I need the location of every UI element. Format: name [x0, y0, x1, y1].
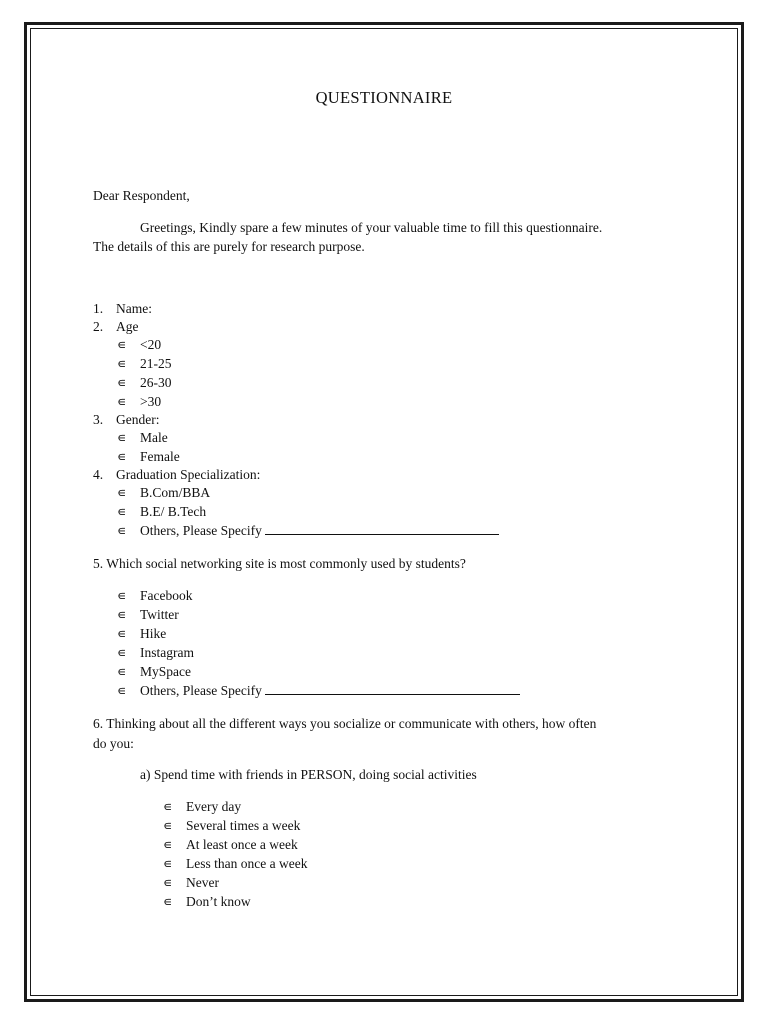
q6-option[interactable]: Several times a week	[186, 818, 301, 833]
q6-question-line-2: do you:	[93, 736, 134, 751]
q4-specify-blank[interactable]	[265, 522, 499, 535]
q6-question-line-1: 6. Thinking about all the different ways you socialize or communicate with others, how often	[93, 716, 597, 731]
q2-number: 2.	[93, 319, 104, 334]
q3-option[interactable]: Male	[140, 430, 168, 445]
option-bullet-icon: ∊	[117, 375, 127, 390]
q3-option[interactable]: Female	[140, 449, 180, 464]
option-bullet-icon: ∊	[117, 356, 127, 371]
q4-option[interactable]: B.Com/BBA	[140, 485, 211, 500]
option-bullet-icon: ∊	[117, 337, 127, 352]
q5-option[interactable]: Instagram	[140, 645, 194, 660]
page-border-inner	[30, 28, 738, 996]
q5-question: 5. Which social networking site is most commonly used by students?	[93, 556, 466, 571]
q4-number: 4.	[93, 467, 104, 482]
q6-option[interactable]: Don’t know	[186, 894, 251, 909]
option-bullet-icon: ∊	[163, 837, 173, 852]
option-bullet-icon: ∊	[117, 504, 127, 519]
option-bullet-icon: ∊	[117, 523, 127, 538]
q4-others-label[interactable]: Others, Please Specify	[140, 523, 262, 538]
option-bullet-icon: ∊	[117, 449, 127, 464]
intro-line-1: Greetings, Kindly spare a few minutes of your valuable time to fill this questionnaire.	[140, 220, 603, 235]
option-bullet-icon: ∊	[117, 430, 127, 445]
option-bullet-icon: ∊	[117, 683, 127, 698]
q5-option[interactable]: Hike	[140, 626, 167, 641]
q5-others-label[interactable]: Others, Please Specify	[140, 683, 262, 698]
option-bullet-icon: ∊	[117, 394, 127, 409]
q2-label: Age	[116, 319, 139, 334]
q6-option[interactable]: At least once a week	[186, 837, 298, 852]
q6-sub-question-a: a) Spend time with friends in PERSON, doing social activities	[140, 767, 477, 782]
option-bullet-icon: ∊	[163, 875, 173, 890]
q6-option[interactable]: Less than once a week	[186, 856, 308, 871]
q4-option-others	[140, 521, 499, 540]
option-bullet-icon: ∊	[117, 607, 127, 622]
intro-line-2: The details of this are purely for research purpose.	[93, 239, 365, 254]
q2-option[interactable]: 21-25	[140, 356, 172, 371]
document-title: QUESTIONNAIRE	[315, 88, 453, 107]
option-bullet-icon: ∊	[163, 818, 173, 833]
salutation: Dear Respondent,	[93, 188, 190, 203]
q6-option[interactable]: Never	[186, 875, 219, 890]
option-bullet-icon: ∊	[117, 626, 127, 641]
option-bullet-icon: ∊	[117, 485, 127, 500]
q5-option[interactable]: Twitter	[140, 607, 179, 622]
q5-option[interactable]: MySpace	[140, 664, 191, 679]
q5-specify-blank[interactable]	[265, 682, 520, 695]
q2-option[interactable]: <20	[140, 337, 162, 352]
option-bullet-icon: ∊	[117, 588, 127, 603]
option-bullet-icon: ∊	[163, 856, 173, 871]
q5-option[interactable]: Facebook	[140, 588, 193, 603]
q2-option[interactable]: 26-30	[140, 375, 172, 390]
q4-option[interactable]: B.E/ B.Tech	[140, 504, 207, 519]
q1-label: Name:	[116, 301, 152, 316]
q3-number: 3.	[93, 412, 104, 427]
option-bullet-icon: ∊	[163, 894, 173, 909]
q6-option[interactable]: Every day	[186, 799, 242, 814]
option-bullet-icon: ∊	[117, 664, 127, 679]
q1-number: 1.	[93, 301, 104, 316]
q2-option[interactable]: >30	[140, 394, 162, 409]
option-bullet-icon: ∊	[163, 799, 173, 814]
q5-option-others	[140, 681, 520, 700]
q3-label: Gender:	[116, 412, 160, 427]
q4-label: Graduation Specialization:	[116, 467, 261, 482]
option-bullet-icon: ∊	[117, 645, 127, 660]
